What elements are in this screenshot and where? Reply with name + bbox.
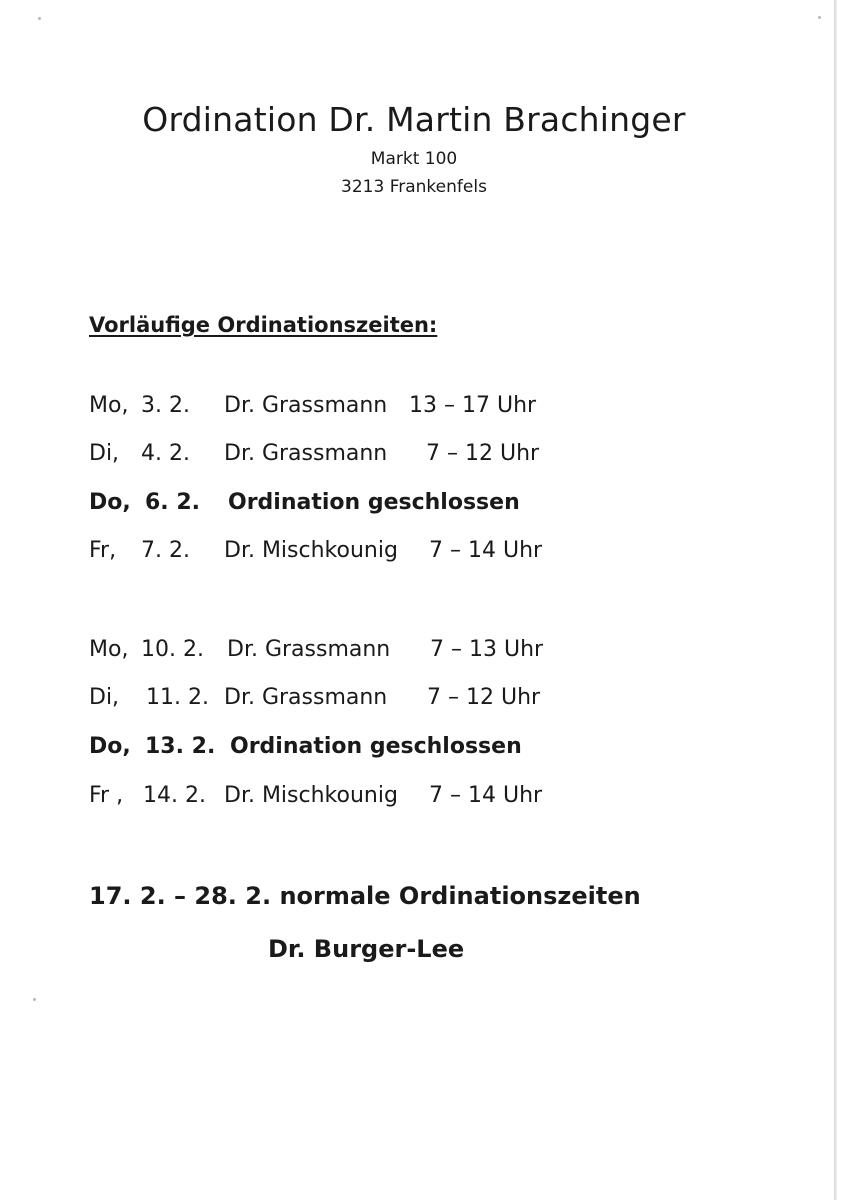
- row-doctor: Dr. Grassmann: [224, 393, 388, 418]
- row-date: 11. 2.: [146, 685, 209, 710]
- row-day: Mo,: [89, 637, 129, 662]
- row-time: 7 – 12 Uhr: [426, 441, 540, 466]
- row-doctor: Dr. Grassmann: [227, 637, 391, 662]
- row-date: 4. 2.: [141, 441, 190, 466]
- page-title: Ordination Dr. Martin Brachinger: [142, 100, 686, 139]
- row-day: Di,: [89, 685, 120, 710]
- row-doctor: Dr. Grassmann: [224, 441, 388, 466]
- row-time: 7 – 14 Uhr: [429, 783, 543, 808]
- normal-hours-doctor: Dr. Burger-Lee: [268, 935, 465, 963]
- row-time: 7 – 14 Uhr: [429, 538, 543, 563]
- row-date: 3. 2.: [141, 393, 190, 418]
- scan-speck: [818, 16, 821, 19]
- row-day: Do,: [89, 734, 131, 759]
- address-street: Markt 100: [370, 149, 458, 169]
- address-city: 3213 Frankenfels: [341, 177, 487, 197]
- normal-hours-note: 17. 2. – 28. 2. normale Ordinationszeiten: [89, 882, 641, 910]
- row-day: Fr ,: [89, 783, 124, 808]
- row-date: 10. 2.: [141, 637, 204, 662]
- row-date: 7. 2.: [141, 538, 190, 563]
- row-day: Do,: [89, 490, 131, 515]
- row-closed-note: Ordination geschlossen: [230, 734, 522, 759]
- row-doctor: Dr. Grassmann: [224, 685, 388, 710]
- scan-edge: [834, 0, 837, 1200]
- row-day: Mo,: [89, 393, 129, 418]
- row-time: 13 – 17 Uhr: [409, 393, 537, 418]
- row-date: 6. 2.: [145, 490, 200, 515]
- row-date: 13. 2.: [145, 734, 216, 759]
- row-time: 7 – 13 Uhr: [430, 637, 544, 662]
- row-day: Fr,: [89, 538, 117, 563]
- row-doctor: Dr. Mischkounig: [224, 538, 398, 563]
- row-day: Di,: [89, 441, 120, 466]
- row-time: 7 – 12 Uhr: [427, 685, 541, 710]
- row-date: 14. 2.: [143, 783, 206, 808]
- scan-speck: [33, 998, 36, 1001]
- section-heading: Vorläufige Ordinationszeiten:: [89, 313, 438, 337]
- row-doctor: Dr. Mischkounig: [224, 783, 398, 808]
- row-closed-note: Ordination geschlossen: [228, 490, 520, 515]
- scan-speck: [38, 17, 41, 20]
